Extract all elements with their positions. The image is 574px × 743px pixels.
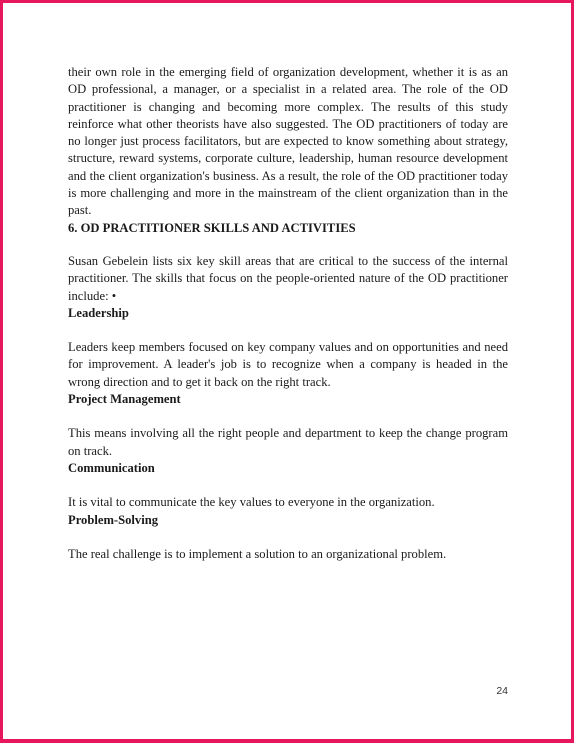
subsection-title-leadership: Leadership: [68, 305, 129, 320]
subsection-body-leadership: Leaders keep members focused on key company values and on opportunities and need for improvement. A leader's job is to recognize when a company is headed in the wrong direction and to get it back on the right track.: [68, 340, 508, 389]
section-heading: 6. OD PRACTITIONER SKILLS AND ACTIVITIES: [68, 220, 356, 235]
intro-paragraph: their own role in the emerging field of organization development, whether it is as an OD professional, a manager, or a specialist in a related area. The role of the OD practitioner is changing and becoming more complex. The results of this study reinforce what other theorists have also suggested. The OD practitioners of today are no longer just process facilitators, but are expected to know something about strategy, structure, reward systems, corporate culture, leadership, human resource development and the client organization's business. As a result, the role of the OD practitioner today is more challenging and more in the mainstream of the client organization than in the past.: [68, 65, 508, 218]
page-number: 24: [496, 685, 508, 697]
subsection-body-project-management: This means involving all the right people and department to keep the change program on track.: [68, 426, 508, 458]
subsection-body-problem-solving: The real challenge is to implement a solution to an organizational problem.: [68, 546, 447, 561]
subsection-body-communication: It is vital to communicate the key values to everyone in the organization.: [68, 495, 435, 510]
section-paragraph: Susan Gebelein lists six key skill areas that are critical to the success of the internal practitioner. The skills that focus on the people-oriented nature of the OD practitioner include: •: [68, 253, 508, 303]
document-page: [68, 64, 508, 563]
subsection-title-communication: Communication: [68, 460, 155, 475]
subsection-title-problem-solving: Problem-Solving: [68, 512, 159, 527]
subsection-title-project-management: Project Management: [68, 392, 181, 407]
